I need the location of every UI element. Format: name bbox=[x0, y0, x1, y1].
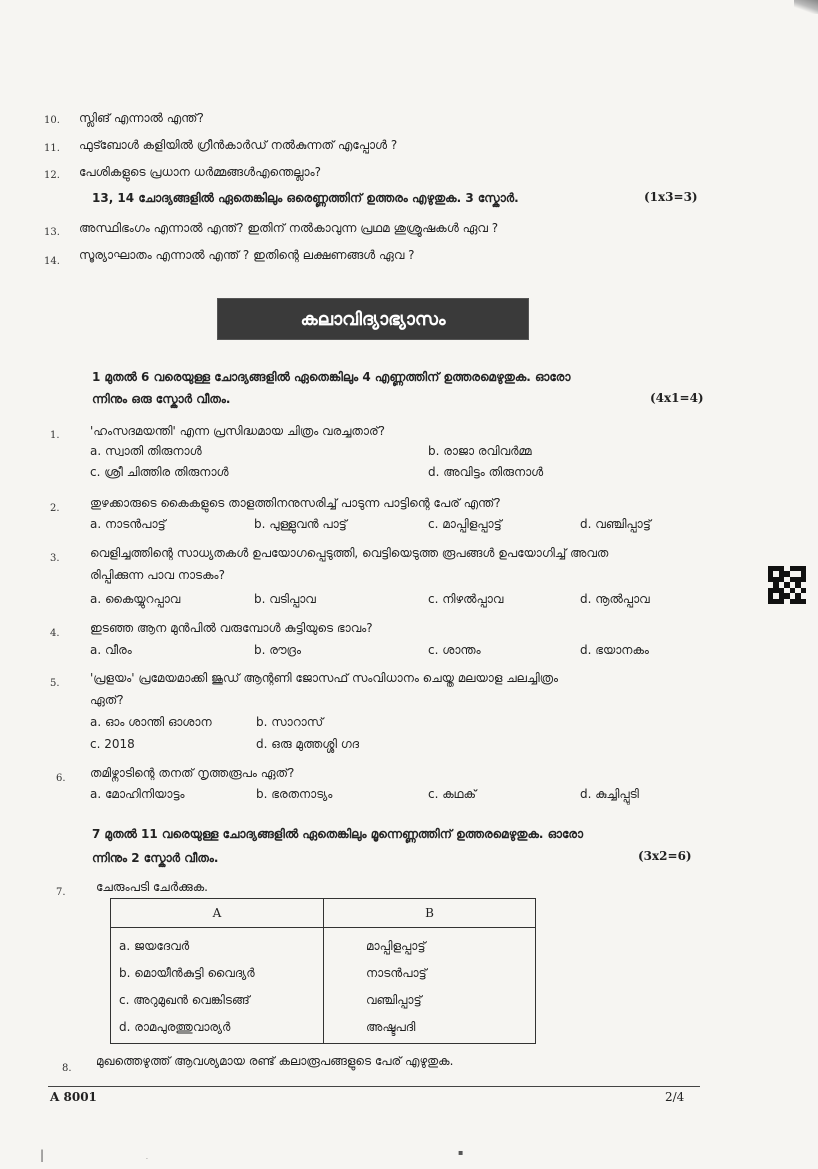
scan-mark: | bbox=[40, 1148, 45, 1162]
question-text: ഫുട്ബോൾ കളിയിൽ ഗ്രീൻകാർഡ് നൽകുന്നത് എപ്പോൾ ? bbox=[79, 138, 398, 152]
cell-a: b. മൊയീൻകുട്ടി വൈദ്യർ bbox=[111, 960, 324, 987]
section-score: (4x1=4) bbox=[650, 391, 704, 405]
footer-divider bbox=[48, 1086, 700, 1087]
option-b: b. പുള്ളുവൻ പാട്ട് bbox=[254, 517, 347, 531]
question-text-cont: ഏത്? bbox=[90, 693, 124, 707]
question-number: 2. bbox=[50, 503, 60, 514]
question-text: തുഴക്കാരുടെ കൈകളുടെ താളത്തിനനുസരിച്ച് പാടുന്ന പാട്ടിന്റെ പേര് എന്ത്? bbox=[90, 496, 501, 510]
cell-b: വഞ്ചിപ്പാട്ട് bbox=[324, 987, 536, 1014]
question-text: വെളിച്ചത്തിന്റെ സാധ്യതകൾ ഉപയോഗപ്പെടുത്തി, വെട്ടിയെടുത്ത രൂപങ്ങൾ ഉപയോഗിച്ച് അവത bbox=[90, 546, 609, 560]
option-d: d. വഞ്ചിപ്പാട്ട് bbox=[580, 517, 651, 531]
question-number: 12. bbox=[44, 170, 60, 181]
section-banner: കലാവിദ്യാഭ്യാസം bbox=[218, 299, 528, 339]
page-number: 2/4 bbox=[665, 1090, 685, 1104]
option-a: a. കൈയ്യുറപ്പാവ bbox=[90, 592, 181, 606]
option-d: d. അവിട്ടം തിരുനാൾ bbox=[428, 465, 544, 479]
option-b: b. ഭരതനാട്യം bbox=[256, 787, 333, 801]
scan-mark: · bbox=[146, 1156, 148, 1163]
section-instruction: 13, 14 ചോദ്യങ്ങളിൽ ഏതെങ്കിലും ഒരെണ്ണത്തിന് ഉത്തരം എഴുതുക. 3 സ്കോർ. bbox=[92, 191, 519, 205]
section-score: (3x2=6) bbox=[638, 849, 692, 863]
page-corner bbox=[794, 0, 818, 14]
option-a: a. നാടൻപാട്ട് bbox=[90, 517, 166, 531]
cell-a: c. അറുമുഖൻ വെങ്കിടങ്ങ് bbox=[111, 987, 324, 1014]
question-number: 13. bbox=[44, 227, 60, 238]
cell-b: മാപ്പിളപ്പാട്ട് bbox=[324, 928, 536, 961]
option-d: d. ഒരു മുത്തശ്ശി ഗദ bbox=[256, 737, 360, 751]
question-number: 5. bbox=[50, 678, 60, 689]
option-c: c. കഥക് bbox=[428, 787, 477, 801]
question-text: 'പ്രളയം' പ്രമേയമാക്കി ജൂഡ് ആന്റണി ജോസഫ് സംവിധാനം ചെയ്ത മലയാള ചലച്ചിത്രം bbox=[90, 671, 559, 685]
question-number: 7. bbox=[56, 887, 66, 898]
question-number: 3. bbox=[50, 553, 60, 564]
question-number: 11. bbox=[44, 143, 60, 154]
cell-a: d. രാമപുരത്തുവാര്യർ bbox=[111, 1014, 324, 1044]
option-c: c. 2018 bbox=[90, 737, 135, 751]
option-b: b. സാറാസ് bbox=[256, 715, 324, 729]
question-number: 14. bbox=[44, 256, 60, 267]
option-d: d. ഭയാനകം bbox=[580, 643, 649, 657]
qr-code-icon bbox=[768, 566, 806, 604]
question-number: 6. bbox=[56, 773, 66, 784]
column-header-b: B bbox=[324, 899, 536, 928]
question-text: സൂര്യാഘാതം എന്നാൽ എന്ത് ? ഇതിന്റെ ലക്ഷണങ്ങൾ ഏവ ? bbox=[79, 248, 415, 262]
question-text: പേശികളുടെ പ്രധാന ധർമ്മങ്ങൾഎന്തെല്ലാം? bbox=[79, 165, 321, 179]
table-row bbox=[111, 987, 536, 1014]
question-number: 1. bbox=[50, 430, 60, 441]
question-number: 10. bbox=[44, 115, 60, 126]
match-table bbox=[110, 898, 536, 1044]
column-header-a: A bbox=[111, 899, 324, 928]
table-row bbox=[111, 928, 536, 961]
option-c: c. ശാന്തം bbox=[428, 643, 481, 657]
table-row bbox=[111, 1014, 536, 1044]
cell-a: a. ജയദേവർ bbox=[111, 928, 324, 961]
question-text: 'ഹംസദമയന്തി' എന്ന പ്രസിദ്ധമായ ചിത്രം വരച്ചതാര്? bbox=[90, 424, 385, 438]
option-a: a. സ്വാതി തിരുനാൾ bbox=[90, 444, 202, 458]
paper-code: A 8001 bbox=[50, 1090, 97, 1104]
question-number: 4. bbox=[50, 628, 60, 639]
option-b: b. രാജാ രവിവർമ്മ bbox=[428, 444, 532, 458]
option-b: b. രൗദ്രം bbox=[254, 643, 302, 657]
option-b: b. വടിപ്പാവ bbox=[254, 592, 316, 606]
cell-b: നാടൻപാട്ട് bbox=[324, 960, 536, 987]
option-c: c. ശ്രീ ചിത്തിര തിരുനാൾ bbox=[90, 465, 229, 479]
question-text: അസ്ഥിഭംഗം എന്നാൽ എന്ത്? ഇതിന് നൽകാവുന്ന പ്രഥമ ശുശ്രൂഷകൾ ഏവ ? bbox=[79, 221, 499, 235]
option-d: d. നൂൽപ്പാവ bbox=[580, 592, 650, 606]
table-header-row bbox=[111, 899, 536, 928]
question-text: ചേരുംപടി ചേർക്കുക. bbox=[96, 880, 208, 894]
question-text-cont: രിപ്പിക്കുന്ന പാവ നാടകം? bbox=[90, 568, 225, 582]
section-instruction-cont: ന്നിനും ഒരു സ്കോർ വീതം. bbox=[92, 392, 231, 406]
option-a: a. വീരം bbox=[90, 643, 132, 657]
question-number: 8. bbox=[62, 1063, 72, 1074]
option-c: c. നിഴൽപ്പാവ bbox=[428, 592, 504, 606]
cell-b: അഷ്ടപദി bbox=[324, 1014, 536, 1044]
section-instruction-cont: ന്നിനും 2 സ്കോർ വീതം. bbox=[92, 851, 219, 865]
scan-mark: ▪ bbox=[458, 1148, 464, 1157]
question-text: തമിഴ്നാടിന്റെ തനത് നൃത്തരൂപം ഏത്? bbox=[90, 766, 295, 780]
section-instruction: 1 മുതൽ 6 വരെയുള്ള ചോദ്യങ്ങളിൽ ഏതെങ്കിലും 4 എണ്ണത്തിന് ഉത്തരമെഴുതുക. ഓരോ bbox=[92, 370, 571, 384]
section-instruction: 7 മുതൽ 11 വരെയുള്ള ചോദ്യങ്ങളിൽ ഏതെങ്കിലും മൂന്നെണ്ണത്തിന് ഉത്തരമെഴുതുക. ഓരോ bbox=[92, 827, 584, 841]
table-row bbox=[111, 960, 536, 987]
question-text: സ്ലിങ് എന്നാൽ എന്ത്? bbox=[79, 111, 204, 125]
question-text: ഇടഞ്ഞ ആന മുൻപിൽ വരുമ്പോൾ കുട്ടിയുടെ ഭാവം? bbox=[90, 621, 373, 635]
option-c: c. മാപ്പിളപ്പാട്ട് bbox=[428, 517, 502, 531]
section-score: (1x3=3) bbox=[644, 190, 698, 204]
option-a: a. മോഹിനിയാട്ടം bbox=[90, 787, 185, 801]
option-d: d. കുച്ചിപ്പുടി bbox=[580, 787, 639, 801]
option-a: a. ഓം ശാന്തി ഓശാന bbox=[90, 715, 212, 729]
question-text: മുഖത്തെഴുത്ത് ആവശ്യമായ രണ്ട് കലാരൂപങ്ങളുടെ പേര് എഴുതുക. bbox=[96, 1054, 454, 1068]
